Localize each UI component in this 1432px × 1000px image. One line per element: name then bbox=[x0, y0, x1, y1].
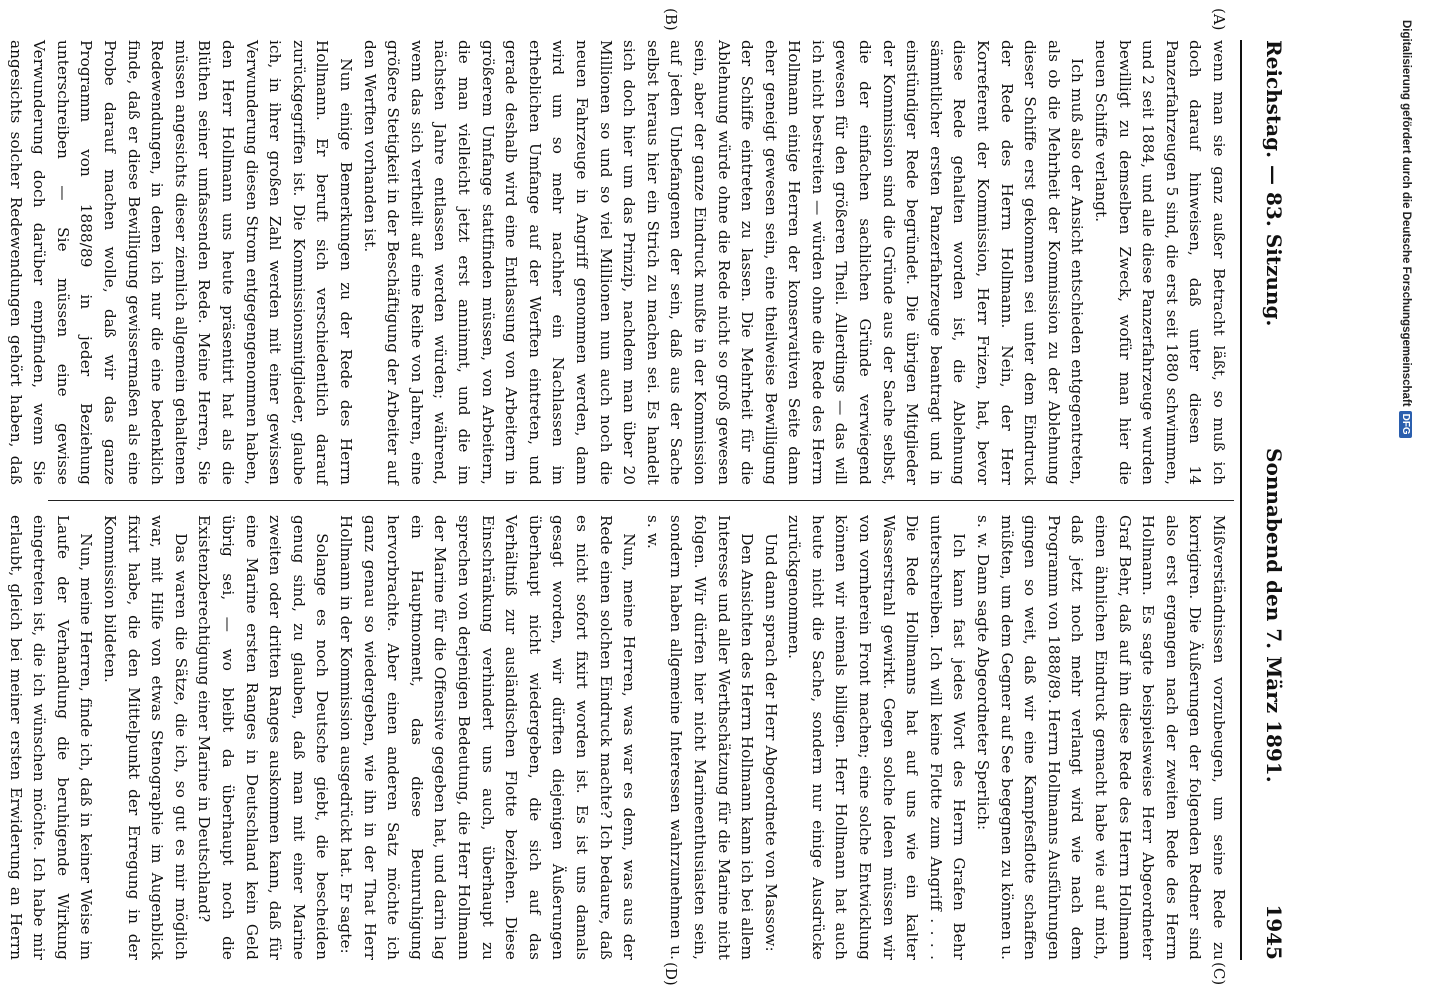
header-rule bbox=[1240, 40, 1242, 960]
left-paragraph-1: wenn man sie ganz außer Betracht läßt, so muß ich doch darauf hinweisen, daß unter diesen 14 Panzerfahrzeugen 5 sind, die erst seit 1880 schwimmen, und 2 seit 1884, und alle diese Panzerfahrzeuge wurden bewilligt zu demselben Zweck, wofür man hier die neuen Schiffe verlangt. bbox=[1092, 40, 1228, 485]
right-paragraph-5: Nun, meine Herren, finde ich, daß in keiner Weise im Laufe der Verhandlung die beruhigende Wirkung eingetreten ist, die ich wünschen möchte. Ich habe mir erlaubt, gleich bei meiner ersten Erwiderung an Herrn bbox=[6, 515, 96, 960]
column-divider bbox=[48, 500, 1234, 501]
page-header bbox=[1244, 40, 1304, 960]
right-paragraph-2: Und dann sprach der Herr Abgeordnete von Massow: bbox=[761, 533, 780, 952]
digitization-credit bbox=[1386, 20, 1426, 980]
left-paragraph-3: Nun einige Bemerkungen zu der Rede des Herrn Hollmann. Er beruft sich verschiedentlich darauf zurückgegriffen ist. Die Kommissionsmitglieder, glaube ich, in ihrer großen Zahl werden mit einer gewissen Verwunderung diesen Strom entgegengenommen haben, den Herr Hollmann uns heute präsentirt hat als die Blüthen seiner umfassenden Rede. Meine Herren, Sie müssen angesichts dieser ziemlich allgemein gehaltenen Redewendungen, in denen ich nur die eine bedenklich finde, daß er diese Bewilligung gewissermaßen als eine Probe darauf machen wolle, daß wir das ganze Programm von 1888/89 in jeder Beziehung unterschreiben — Sie müssen eine gewisse Verwunderung doch darüber empfinden, wenn Sie angesichts solcher Redewendungen gehört haben, daß bbox=[6, 40, 356, 485]
right-quote-2: Den Ansichten des Herrn Hollmann kann ich bei allem Interesse und aller Werthschätzung für die Marine nicht folgen. Wir dürfen hier nicht Marineenthusiasten sein, sondern haben allgemeine Interessen wahrzunehmen u. s. w. bbox=[643, 515, 757, 960]
margin-marker-b: (B) bbox=[662, 8, 680, 31]
margin-marker-c: (C) bbox=[1210, 962, 1228, 986]
credit-text: Digitalisierung gefördert durch die Deutsche Forschungsgemeinschaft bbox=[1400, 20, 1412, 407]
right-paragraph-4: Das waren die Sätze, die ich, so gut es mir möglich war, mit Hilfe von etwas Stenographie im Augenblick fixirt habe, die den Mittelpunkt der Erregung in der Kommission bildeten. bbox=[101, 515, 190, 960]
right-quote-3: Solange es noch Deutsche giebt, die bescheiden genug sind, zu glauben, daß man mit einer Marine zweiten oder dritten Ranges auskommen kann, daß für eine Marine ersten Ranges in Deutschland kein Geld übrig sei, — wo bleibt da überhaupt noch die Existenzberechtigung einer Marine in Deutschland? bbox=[195, 515, 332, 960]
right-column bbox=[6, 515, 1230, 960]
right-paragraph-3: Nun, meine Herren, was war es denn, was aus der Rede einen solchen Eindruck machte? Ich bedaure, daß es nicht sofort fixirt worden ist. Es ist uns damals gesagt worden, wir dürften diejenigen Äußerungen überhaupt nicht wiedergeben, die sich auf das Verhältniß zur ausländischen Flotte beziehen. Diese Einschränkung verhindert uns auch, überhaupt zu sprechen von derjenigen Bedeutung, die Herr Hollmann der Marine für die Offensive gegeben hat, und darin lag ein Hauptmoment, das diese Beunruhigung hervorbrachte. Aber einen anderen Satz möchte ich ganz genau so wiedergeben, wie ihn in der That Herr Hollmann in der Kommission ausgedrückt hat. Er sagte: bbox=[337, 515, 639, 960]
right-paragraph-1: Mißverständnissen vorzubeugen, um seine Rede zu korrigiren. Die Äußerungen der folgenden Redner sind also erst ergangen nach der zweiten Rede des Herrn Hollmann. Es sagte beispielsweise Herr Abgeordneter Graf Behr, daß auf ihn diese Rede des Herrn Hollmann einen ähnlichen Eindruck gemacht habe wie auf mich, daß jetzt noch mehr verlangt wird wie nach dem Programm von 1888/89. Herrn Hollmanns Ausführungen gingen so weit, daß wir eine Kampfesflotte schaffen müßten, um dem Gegner auf See begegnen zu können u. s. w. Dann sagte Abgeordneter Sperlich: bbox=[974, 515, 1228, 960]
dfg-logo: DFG bbox=[1400, 411, 1413, 438]
margin-marker-a: (A) bbox=[1210, 8, 1228, 31]
left-paragraph-2: Ich muß also der Ansicht entschieden entgegentreten, als ob die Mehrheit der Kommission zu der Ablehnung dieser Schiffe erst gekommen sei unter dem Eindruck der Rede des Herrn Hollmann. Nein, der Herr Korreferent der Kommission, Herr Frizen, hat, bevor diese Rede gehalten worden ist, die Ablehnung sämmtlicher ersten Panzerfahrzeuge beantragt und in einstündiger Rede begründet. Die übrigen Mitglieder der Kommission sind die Gründe aus der Sache selbst, die der einfachen sachlichen Gründe verwiegend gewesen für den größeren Theil. Allerdings — das will ich nicht bestreiten — würden ohne die Rede des Herrn Hollmann einige Herren der konservativen Seite dann eher geneigt gewesen sein, eine theilweise Bewilligung der Schiffe eintreten zu lassen. Die Mehrheit für die Ablehnung würde ohne die Rede nicht so groß gewesen sein, aber der ganze Eindruck mußte in der Kommission auf jeden Unbefangenen der sein, daß aus der Sache selbst heraus hier ein Strich zu machen sei. Es handelt sich doch hier um das Prinzip, nachdem man über 20 Millionen so und so viel Millionen nun auch noch die neuen Fahrzeuge in Angriff genommen werden, dann wird um so mehr nachher ein Nachlassen im erheblichen Umfange auf der Werften eintreten, und gerade deshalb wird eine Entlassung von Arbeitern in größerem Umfange stattfinden müssen, von Arbeitern, die man vielleicht jetzt erst annimmt, und die im nächsten Jahre entlassen werden würden; während, wenn das sich vertheilt auf eine Reihe von Jahren, eine größere Stetigkeit in der Beschäftigung der Arbeiter auf den Werften vorhanden ist. bbox=[360, 40, 1087, 485]
left-column bbox=[6, 40, 1230, 485]
header-center: Sonnabend den 7. März 1891. bbox=[1262, 448, 1286, 783]
page-number: 1945 bbox=[1262, 904, 1286, 960]
margin-marker-d: (D) bbox=[662, 962, 680, 986]
header-left: Reichstag. — 83. Sitzung. bbox=[1262, 40, 1286, 327]
digitization-credit-strip bbox=[1386, 20, 1426, 980]
right-quote-1: Ich kann fast jedes Wort des Herrn Grafen Behr unterschreiben. Ich will keine Flotte zum Angriff . . . . Die Rede Hollmanns hat auf uns wie ein kalter Wasserstrahl gewirkt. Gegen solche Ideen müssen wir von vornherein Front machen; eine solche Entwicklung können wir niemals billigen. Herr Hollmann hat auch heute nicht die Sache, sondern nur einige Ausdrücke zurückgenommen. bbox=[785, 515, 969, 960]
